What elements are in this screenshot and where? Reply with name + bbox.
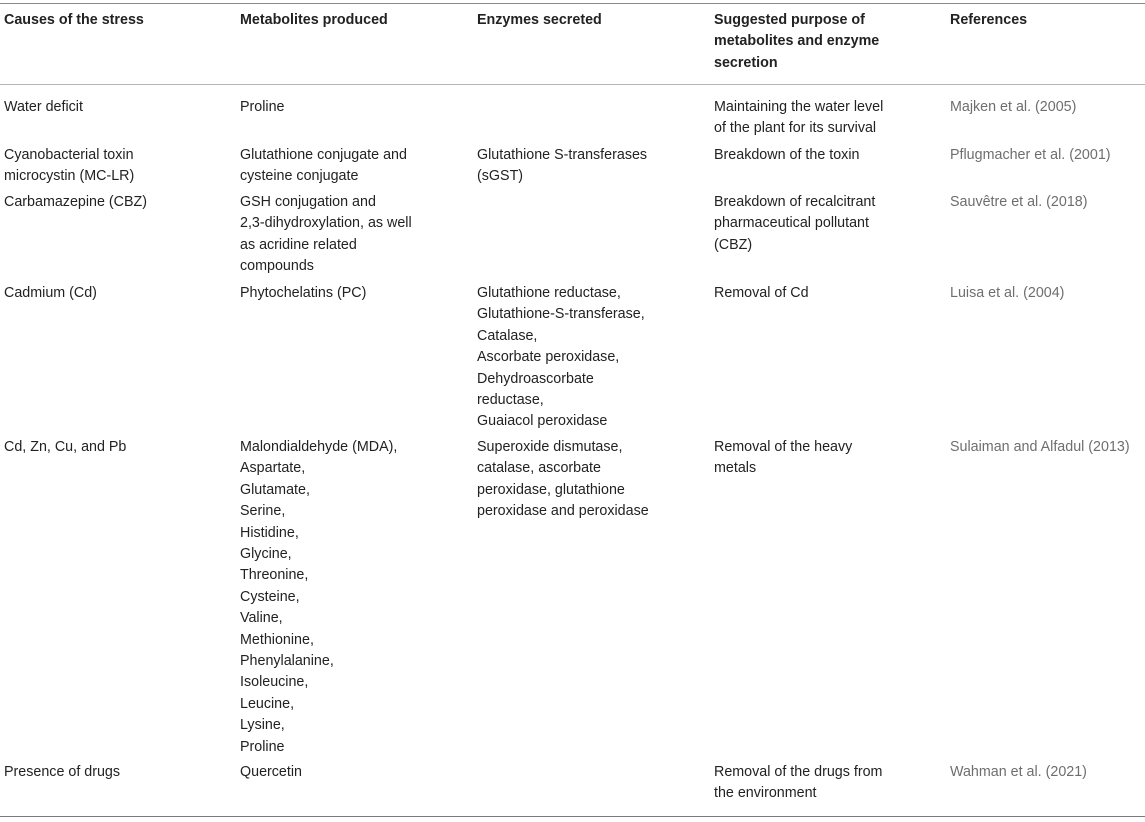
cell-enzymes: Glutathione S-transferases (sGST) — [477, 147, 648, 185]
cell-reference: Wahman et al. (2021) — [950, 764, 1087, 780]
cell-cause: Cyanobacterial toxin microcystin (MC-LR) — [4, 147, 135, 185]
cell-cause: Cd, Zn, Cu, and Pb — [4, 439, 127, 455]
table-row — [0, 437, 1145, 762]
cell-reference: Sauvêtre et al. (2018) — [950, 194, 1088, 210]
cell-cause: Water deficit — [4, 99, 83, 115]
cell-reference: Majken et al. (2005) — [950, 99, 1077, 115]
header-references: References — [950, 12, 1028, 28]
header-metabolites: Metabolites produced — [240, 12, 388, 28]
table-row — [0, 97, 1145, 145]
cell-purpose: Removal of the drugs from the environment — [714, 764, 883, 802]
header-purpose: Suggested purpose of metabolites and enzyme secretion — [714, 12, 880, 71]
cell-purpose: Removal of the heavy metals — [714, 439, 853, 477]
header-causes: Causes of the stress — [4, 12, 144, 28]
table-header-row — [0, 10, 1145, 97]
table-row — [0, 283, 1145, 437]
table-bottom-rule — [0, 816, 1145, 817]
cell-metabolites: Malondialdehyde (MDA), Aspartate, Glutamate, Serine, Histidine, Glycine, Threonine, Cysteine, Valine, Methionine, Phenylalanine, Isoleucine, Leucine, Lysine, Proline — [240, 439, 398, 755]
cell-metabolites: Quercetin — [240, 764, 302, 780]
cell-enzymes: Superoxide dismutase, catalase, ascorbate peroxidase, glutathione peroxidase and peroxidase — [477, 439, 649, 520]
cell-purpose: Breakdown of recalcitrant pharmaceutical pollutant (CBZ) — [714, 194, 876, 253]
cell-metabolites: GSH conjugation and 2,3-dihydroxylation, as well as acridine related compounds — [240, 194, 412, 275]
table-row — [0, 145, 1145, 192]
cell-enzymes — [477, 97, 714, 145]
cell-cause: Carbamazepine (CBZ) — [4, 194, 148, 210]
cell-metabolites: Phytochelatins (PC) — [240, 285, 367, 301]
cell-enzymes — [477, 192, 714, 283]
header-enzymes: Enzymes secreted — [477, 12, 602, 28]
cell-reference: Pflugmacher et al. (2001) — [950, 147, 1111, 163]
table-row — [0, 192, 1145, 283]
cell-reference: Sulaiman and Alfadul (2013) — [950, 439, 1130, 455]
cell-cause: Cadmium (Cd) — [4, 285, 97, 301]
stress-metabolites-table — [0, 10, 1145, 810]
cell-cause: Presence of drugs — [4, 764, 121, 780]
cell-enzymes: Glutathione reductase, Glutathione-S-transferase, Catalase, Ascorbate peroxidase, Dehydroascorbate reductase, Guaiacol peroxidase — [477, 285, 645, 430]
cell-metabolites: Glutathione conjugate and cysteine conjugate — [240, 147, 407, 185]
cell-enzymes — [477, 762, 714, 810]
cell-purpose: Maintaining the water level of the plant for its survival — [714, 99, 884, 137]
cell-purpose: Breakdown of the toxin — [714, 147, 860, 163]
table-row — [0, 762, 1145, 810]
cell-metabolites: Proline — [240, 99, 285, 115]
cell-purpose: Removal of Cd — [714, 285, 809, 301]
cell-reference: Luisa et al. (2004) — [950, 285, 1065, 301]
table-top-rule — [0, 3, 1145, 4]
